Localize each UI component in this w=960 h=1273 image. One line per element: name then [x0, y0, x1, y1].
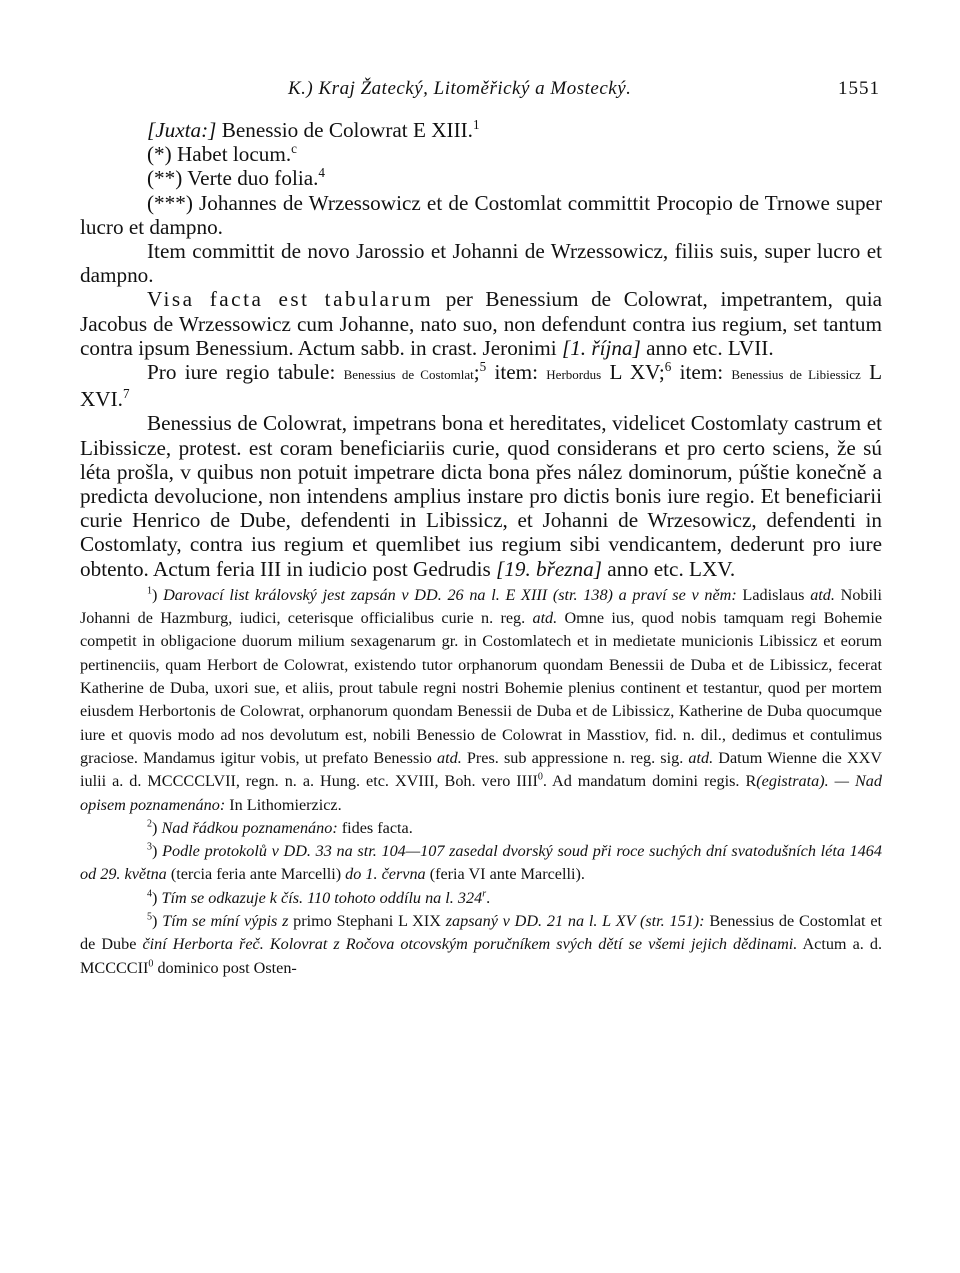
footnote-text: In Lithomierzicz. — [225, 795, 342, 814]
superscript: 0 — [537, 771, 543, 783]
footnote-ref: 1 — [472, 116, 480, 132]
paragraph-text: (*) Habet locum. — [147, 142, 292, 167]
paragraph-text: Item committit de novo Jarossio et Johanni de Wrzessowicz, filiis suis, super lucro et dampno. — [80, 239, 882, 288]
paragraph-johannes — [80, 191, 882, 239]
footnote-mark: 3 — [147, 841, 153, 853]
paragraph-item — [80, 239, 882, 287]
paragraph-benessius — [80, 411, 882, 580]
paragraph-text: L XVI. — [80, 360, 883, 412]
paragraph-pro-iure — [80, 360, 882, 411]
footnote-italic: atd. — [810, 585, 835, 604]
footnote-2: $^2$) Nad řádkou poznamenáno: fides facta. — [147, 818, 413, 837]
footnote-italic: Darovací list královský jest zapsán v DD. 26 na l. E XIII (str. 138) a praví se v něm: — [163, 585, 737, 604]
footnote-ref: 7 — [122, 386, 130, 402]
footnote-4: $^4$) Tím se odkazuje k čís. 110 tohoto oddílu na l. 324$^r$. — [147, 888, 491, 907]
footnote-italic: do 1. června — [345, 865, 426, 884]
superscript: r — [482, 888, 487, 900]
running-header — [80, 78, 882, 118]
paragraph-text: anno etc. LXV. — [601, 556, 736, 581]
footnote-italic: činí Herborta řeč. Kolovrat z Ročova otcovským poručníkem svých dětí se všemi jejich dědinami. — [142, 935, 798, 954]
footnote-italic: atd. — [532, 609, 558, 628]
footnote-mark: 2 — [147, 818, 153, 830]
footnote-3: $^3$) Podle protokolů v DD. 33 na str. 104—107 zasedal dvorský soud při roce suchých dní svatodušních léta 1464 od 29. května (tercia feria ante Marcelli) do 1. června (feria VI ante Marcelli). — [80, 841, 882, 884]
footnote-italic: atd. — [437, 748, 462, 767]
paragraph-text: (**) Verte duo folia. — [147, 166, 319, 191]
footnote-text: Ladislaus — [736, 585, 811, 604]
footnote-5: $^5$) Tím se míní výpis z primo Stephani L XIX zapsaný v DD. 21 na l. L XV (str. 151): Benessius de Costomlat et de Dube činí Herborta řeč. Kolovrat z Ročova otcovským poručníkem svých dětí se všemi jejich dědinami. Actum a. d. MCCCCII$^0$ dominico post Osten- — [80, 911, 882, 977]
footnote-text: Pres. sub appressione n. reg. sig. — [461, 748, 689, 767]
footnote-text: dominico post Osten- — [153, 958, 297, 977]
footnote-text: fides facta. — [337, 818, 413, 837]
footnote-italic: atd. — [688, 748, 714, 767]
footnote-text: (feria VI ante Marcelli). — [425, 865, 585, 884]
footnote-text: . — [486, 888, 491, 907]
paragraph-text: per Benessium de Colowrat, impetrantem, quia Jacobus de Wrzessowicz cum Johanne, nato suo, non defendunt contra ius regium, set tantum contra ipsum Benessium. Actum sabb. in crast. Jeronimi — [80, 287, 882, 360]
footnote-italic: (egistrata). — Nad opisem poznamenáno: — [80, 772, 882, 814]
paragraph-juxta — [80, 118, 882, 142]
footnote-ref: 4 — [318, 165, 325, 181]
small-name: Herbordus — [546, 367, 602, 383]
editorial-date: [1. října] — [561, 335, 641, 360]
small-name: Benessius de Costomlat — [343, 367, 474, 383]
footnote-text: Benessius de Costomlat et de Dube — [80, 912, 882, 954]
document-page — [80, 78, 882, 980]
running-title: K.) Kraj Žatecký, Litoměřický a Mostecký. — [288, 78, 632, 99]
footnote-italic: Tím se odkazuje k čís. 110 tohoto oddílu na l. 324 — [161, 888, 483, 907]
paragraph-text: (***) Johannes de Wrzessowicz et de Costomlat committit Procopio de Trnowe super lucro et dampno. — [80, 190, 882, 239]
footnote-mark: 1 — [147, 585, 153, 597]
footnote-text: Datum Wienne die XXV iulii a. d. MCCCCLVII, regn. n. a. Hung. etc. XVIII, Boh. vero IIII — [80, 748, 883, 791]
spaced-heading: Visa facta est tabularum — [147, 287, 434, 312]
footnote-text: Nobili Johanni de Hazmburg, iudici, ceterisque officialibus curie n. reg. — [80, 585, 882, 628]
footnote-ref: 5 — [479, 358, 487, 374]
paragraph-habet — [80, 142, 882, 166]
footnote-ref: 6 — [664, 358, 672, 374]
footnote-ref: c — [291, 141, 297, 157]
paragraph-text: Benessio de Colowrat E XIII. — [216, 118, 473, 142]
paragraph-text: anno etc. LVII. — [640, 335, 774, 360]
footnote-italic: zapsaný v DD. 21 na l. L XV (str. 151): — [445, 912, 705, 931]
footnote-italic: Podle protokolů v DD. 33 na str. 104—107 zasedal dvorský soud při roce suchých dní svatodušních léta 1464 od 29. května — [80, 842, 882, 884]
page-number: 1551 — [838, 78, 880, 99]
footnote-1: $^1$) Darovací list královský jest zapsán v DD. 26 na l. E XIII (str. 138) a praví se v něm: Ladislaus atd. Nobili Johanni de Hazmburg, iudici, ceterisque officialibus curie n. reg. atd. Omne ius, quod nobis tamquam regi Bohemie competit in obligacione duorum milium sexagenarum gr. in Costomlatech et in medietate municionis Libissicz et eorum pertinenciis, quam Herbort de Colowrat, existendo tutor orphanorum quondam Benessii de Duba et de Libissicz, fecerat Katherine de Duba, uxori sue, et aliis, prout tabule regni nostri Bohemie plenius continent et testantur, quod per mortem eiusdem Herbortonis de Colowrat, orphanorum quondam Benessii de Duba et de Libissicz, Katherine de Duba quocumque iure et quovis modo ad nos devolutum est, nobili Benessio de Colowrat in Masstiov, fid. n. dil., dedimus et contulimus graciose. Mandamus igitur vobis, ut prefato Benessio atd. Pres. sub appressione n. reg. sig. atd. Datum Wienne die XXV iulii a. d. MCCCCLVII, regn. n. a. Hung. etc. XVIII, Boh. vero IIII$^0$. Ad mandatum domini regis. R(egistrata). — Nad opisem poznamenáno: In Lithomierzicz. — [80, 585, 883, 814]
footnote-text: primo Stephani L XIX — [288, 912, 446, 931]
superscript: 0 — [148, 958, 154, 970]
footnote-text: Omne ius, quod nobis tamquam regi Bohemie competit in obligacione duorum milium sexagenarum gr. in Costomlatech et in medietate municionis Libissicz et eorum pertinenciis, quam Herbort de Colowrat, existendo tutor orphanorum quondam Benessii de Duba et de Libissicz, fecerat Katherine de Duba, uxori sue, et aliis, prout tabule regni nostri Bohemie plenius continent et testantur, quod per mortem eiusdem Herbortonis de Colowrat, orphanorum quondam Benessii de Duba et de Libissicz, Katherine de Duba quocumque iure et quovis modo ad nos devolutum est, nobili Benessio de Colowrat in Masstiov, fid. n. dil., dedimus et contulimus graciose. Mandamus igitur vobis, ut prefato Benessio — [80, 609, 883, 767]
paragraph-text: item: — [486, 360, 547, 385]
paragraph-visa — [80, 287, 882, 360]
footnotes — [80, 584, 882, 980]
footnote-text: . Ad mandatum domini regis. R — [542, 772, 757, 791]
main-text — [80, 118, 882, 581]
small-name: Benessius de Libiessicz — [731, 367, 861, 383]
footnote-italic: Nad řádkou poznamenáno: — [161, 818, 338, 837]
paragraph-text: ; — [473, 360, 480, 385]
paragraph-text: Pro iure regio tabule: — [147, 360, 344, 385]
paragraph-verte — [80, 166, 882, 190]
editorial-bracket: [Juxta:] — [147, 118, 217, 142]
paragraph-text: Benessius de Colowrat, impetrans bona et hereditates, videlicet Costomlaty castrum et Libissicze, protest. est coram beneficiariis curie, quod considerans et pro certo sciens, že sú léta prošla, v quibus non potuit impetrare dicta bona přes nález dominorum, púštie konečně a predicta devolucione, non intendens amplius instare pro dictis bonis iure regio. Et beneficiarii curie Henrico de Dube, defendenti in Libissicz, et Johanni de Wrzesowicz, defendenti in Costomlaty, contra ius regium et quemlibet ius regium sibi vendicantem, dederunt pro iure obtento. Actum feria III in iudicio post Gedrudis — [80, 411, 882, 581]
footnote-mark: 4 — [147, 888, 153, 900]
footnote-italic: Tím se míní výpis z — [162, 912, 289, 931]
editorial-date: [19. března] — [496, 556, 602, 581]
footnote-mark: 5 — [147, 911, 153, 923]
paragraph-text: L XV; — [601, 360, 665, 385]
paragraph-text: item: — [671, 360, 732, 385]
footnote-text: Actum a. d. MCCCCII — [80, 935, 882, 977]
footnote-text: (tercia feria ante Marcelli) — [166, 865, 346, 884]
